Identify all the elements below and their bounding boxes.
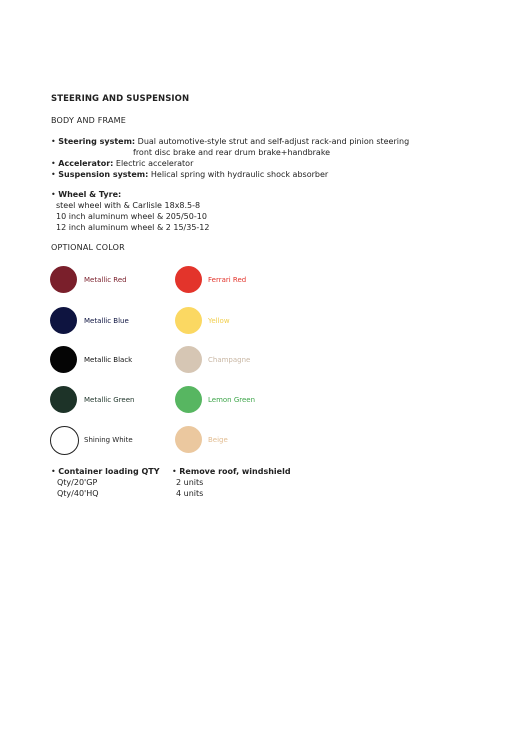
accelerator-spec	[51, 158, 193, 169]
color-swatch	[175, 346, 202, 373]
accelerator-value: Electric accelerator	[115, 159, 194, 168]
remove-roof-heading	[172, 466, 291, 477]
color-swatch	[175, 307, 202, 334]
section-title: STEERING AND SUSPENSION	[51, 94, 190, 104]
color-label: Shining White	[84, 436, 133, 444]
color-label: Metallic Green	[84, 396, 135, 404]
remove-roof-row: 2 units	[176, 478, 204, 487]
container-heading	[51, 466, 160, 477]
color-label: Metallic Blue	[84, 317, 129, 325]
color-swatch	[50, 266, 77, 293]
color-label: Ferrari Red	[208, 276, 247, 284]
color-swatch	[50, 426, 79, 455]
remove-roof-row: 4 units	[176, 489, 204, 498]
steering-spec	[51, 136, 409, 147]
steering-label: Steering system:	[58, 137, 136, 146]
wheel-line: steel wheel with & Carlisle 18x8.5-8	[56, 201, 201, 210]
suspension-value: Helical spring with hydraulic shock absorber	[150, 170, 329, 179]
section-subtitle: BODY AND FRAME	[51, 116, 127, 125]
wheel-line: 12 inch aluminum wheel & 2 15/35-12	[56, 223, 210, 232]
bullet: •	[172, 467, 180, 476]
color-label: Champagne	[208, 356, 251, 364]
color-swatch	[50, 346, 77, 373]
color-swatch	[175, 386, 202, 413]
color-label: Yellow	[208, 317, 230, 325]
bullet: •	[51, 190, 59, 199]
color-label: Metallic Red	[84, 276, 127, 284]
brake-spec: front disc brake and rear drum brake+handbrake	[133, 148, 331, 157]
color-label: Lemon Green	[208, 396, 256, 404]
suspension-spec	[51, 169, 328, 180]
bullet: •	[51, 159, 59, 168]
wheel-label: Wheel & Tyre:	[58, 190, 122, 199]
color-swatch	[50, 386, 77, 413]
steering-value: Dual automotive-style strut and self-adjust rack-and pinion steering	[137, 137, 410, 146]
suspension-label: Suspension system:	[58, 170, 149, 179]
color-swatch	[50, 307, 77, 334]
accelerator-label: Accelerator:	[58, 159, 114, 168]
bullet: •	[51, 137, 59, 146]
bullet: •	[51, 170, 59, 179]
bullet: •	[51, 467, 59, 476]
container-row: Qty/20'GP	[57, 478, 98, 487]
color-label: Metallic Black	[84, 356, 133, 364]
wheel-heading	[51, 189, 121, 200]
container-label: Container loading QTY	[58, 467, 160, 476]
optional-color-heading: OPTIONAL COLOR	[51, 243, 125, 252]
color-label: Beige	[208, 436, 228, 444]
wheel-line: 10 inch aluminum wheel & 205/50-10	[56, 212, 207, 221]
color-swatch	[175, 426, 202, 453]
color-swatch	[175, 266, 202, 293]
remove-roof-label: Remove roof, windshield	[179, 467, 291, 476]
container-row: Qty/40'HQ	[57, 489, 99, 498]
